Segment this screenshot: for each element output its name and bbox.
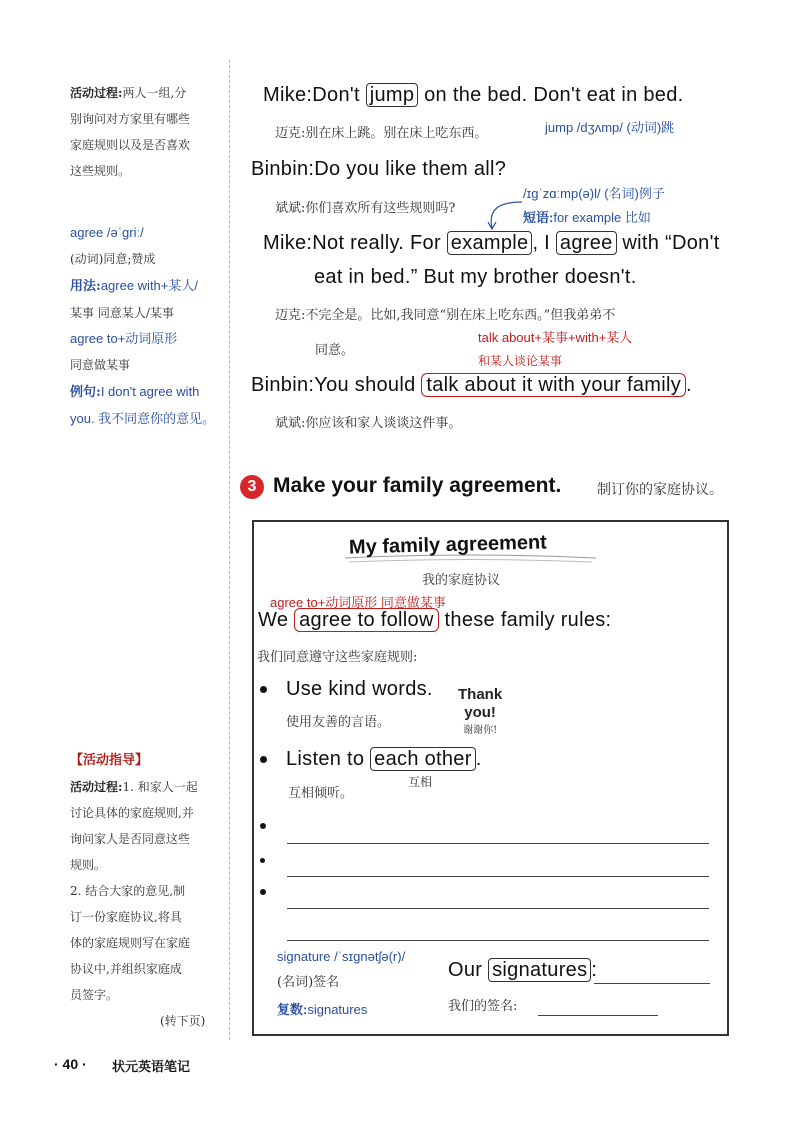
blank-rule-line-1[interactable] [287, 843, 709, 844]
boxed-word-example: example [447, 231, 533, 255]
usage-line: agree with+某人/ [100, 278, 198, 293]
page-number: · 40 · [54, 1056, 87, 1072]
rule-1-cn: 使用友善的言语。 [286, 715, 391, 730]
boxed-phrase-agree-to-follow: agree to follow [294, 608, 439, 632]
book-title: 状元英语笔记 [112, 1060, 191, 1075]
dialogue-line-3-cn: 迈克:不完全是。比如,我同意“别在床上吃东西。”但我弟弟不 [275, 308, 616, 323]
bubble-text: Thank [458, 686, 503, 703]
rule-2-cn: 互相倾听。 [288, 786, 354, 801]
guide-line: 规则。 [70, 858, 107, 872]
bullet-dot [260, 858, 265, 863]
dialogue-line-1 [263, 84, 684, 107]
agree-pos: (动词)同意;赞成 [70, 252, 156, 266]
example-label: 例句: [70, 385, 101, 400]
boxed-phrase-each-other: each other [370, 747, 476, 771]
talk-about-note: talk about+某事+with+某人 [478, 330, 633, 345]
guide-title: 【活动指导】 [70, 753, 149, 768]
bullet-dot [260, 756, 267, 763]
guide-line: 2. 结合大家的意见,制 [70, 884, 186, 898]
text: with “Don't [616, 232, 720, 254]
guide-line: 体的家庭规则写在家庭 [70, 936, 191, 950]
note-line: 这些规则。 [70, 164, 131, 178]
agreement-intro-cn: 我们同意遵守这些家庭规则: [257, 650, 418, 665]
signature-pos: (名词)签名 [277, 975, 340, 990]
dialogue-line-1-cn: 迈克:别在床上跳。别在床上吃东西。 [275, 126, 488, 141]
continued-label: (转下页) [160, 1014, 206, 1028]
card-title: My family agreement [348, 531, 548, 559]
sidebar-activity-guide [70, 748, 198, 1008]
speaker-mike: Mike: [263, 232, 313, 254]
sidebar-activity-note [70, 80, 190, 184]
speaker-mike: Mike: [263, 84, 313, 106]
text: . [475, 748, 482, 770]
usage-label: 用法: [70, 279, 101, 294]
text: Listen to [286, 748, 371, 770]
guide-line: 讨论具体的家庭规则,并 [70, 806, 194, 820]
rule-2 [286, 748, 482, 771]
text: on the bed. Don't eat in bed. [418, 84, 684, 106]
speaker-binbin: Binbin: [251, 374, 315, 396]
phrase-text: for example 比如 [553, 210, 651, 225]
text: these family rules: [438, 609, 612, 631]
signature-line-cn[interactable] [538, 1015, 658, 1016]
note-line: 两人一组,分 [122, 86, 187, 100]
blank-rule-line-3[interactable] [287, 908, 709, 909]
guide-line: 询问家人是否同意这些 [70, 832, 191, 846]
text: Our [448, 959, 489, 981]
dialogue-line-2-cn: 斌斌:你们喜欢所有这些规则吗? [275, 201, 456, 216]
agree-to-note: agree to+动词原形 同意做某事 [270, 595, 446, 610]
section-title-cn: 制订你的家庭协议。 [597, 482, 723, 498]
example-line: I don't agree with [100, 384, 200, 399]
plural-text: signatures [307, 1002, 368, 1017]
bullet-dot [260, 889, 266, 895]
text: Don't [312, 84, 366, 106]
talk-about-note-cn: 和某人谈论某事 [478, 354, 563, 368]
sidebar-divider [229, 60, 230, 1040]
card-title-wrap [343, 532, 598, 564]
jump-note: jump /dʒʌmp/ (动词)跳 [545, 120, 675, 135]
annotation-arrow [478, 196, 528, 236]
bubble-text-cn: 谢谢你! [463, 725, 498, 736]
usage-line: 某事 同意某人/某事 [70, 306, 174, 320]
speaker-binbin: Binbin: [251, 158, 315, 180]
agree-phonetic: agree /əˈɡriː/ [70, 225, 144, 240]
text: . [686, 374, 692, 396]
card-title-cn: 我的家庭协议 [422, 573, 501, 588]
usage-line: agree to+动词原形 [70, 331, 178, 346]
note-line: 家庭规则以及是否喜欢 [70, 138, 191, 152]
dialogue-line-2 [251, 158, 506, 181]
blank-rule-line-4[interactable] [287, 940, 709, 941]
thank-you-bubble [458, 686, 502, 740]
activity-label: 活动过程: [70, 86, 123, 100]
bullet-dot [260, 686, 267, 693]
dialogue-line-3-cn-cont: 同意。 [315, 343, 355, 358]
each-other-note: 互相 [408, 775, 433, 789]
sign-cn: 我们的签名: [448, 999, 518, 1014]
agreement-intro [258, 609, 611, 632]
bubble-text: you! [464, 704, 496, 721]
phrase-label: 短语: [523, 210, 554, 225]
plural-label: 复数: [277, 1002, 308, 1017]
signature-phonetic: signature /ˈsɪɡnətʃə(r)/ [277, 949, 406, 964]
guide-line: 协议中,并组织家庭成 [70, 962, 182, 976]
section-title: Make your family agreement. [273, 474, 562, 497]
signature-vocab-note [277, 944, 405, 1023]
phrase-note [523, 207, 651, 226]
boxed-phrase-talk-about: talk about it with your family [421, 373, 686, 397]
usage-line: 同意做某事 [70, 358, 131, 372]
example-note: /ɪɡˈzɑːmp(ə)l/ (名词)例子 [523, 186, 665, 201]
guide-line: 订一份家庭协议,将具 [70, 910, 182, 924]
dialogue-line-4 [251, 374, 692, 397]
note-line: 别询问对方家里有哪些 [70, 112, 191, 126]
boxed-word-jump: jump [366, 83, 419, 107]
blank-rule-line-2[interactable] [287, 876, 709, 877]
rule-1: Use kind words. [286, 678, 433, 700]
text: Do you like them all? [314, 158, 507, 180]
text: : [591, 959, 598, 981]
text: , I [532, 232, 556, 254]
boxed-word-agree: agree [556, 231, 617, 255]
example-line: you. 我不同意你的意见。 [70, 411, 216, 426]
dialogue-line-3 [263, 232, 720, 255]
text: We [258, 609, 295, 631]
signature-line[interactable] [594, 983, 710, 984]
dialogue-line-4-cn: 斌斌:你应该和家人谈谈这件事。 [275, 416, 462, 431]
section-number-badge: 3 [240, 475, 264, 499]
text: You should [314, 374, 422, 396]
dialogue-line-3b: eat in bed.” But my brother doesn't. [314, 266, 637, 288]
text: Not really. For [312, 232, 447, 254]
sidebar-agree-note [70, 220, 215, 432]
guide-label: 活动过程: [70, 780, 123, 794]
our-signatures [448, 959, 597, 982]
guide-line: 员签字。 [70, 988, 119, 1002]
boxed-word-signatures: signatures [488, 958, 591, 982]
bullet-dot [260, 823, 266, 829]
guide-line: 1. 和家人一起 [122, 780, 198, 794]
